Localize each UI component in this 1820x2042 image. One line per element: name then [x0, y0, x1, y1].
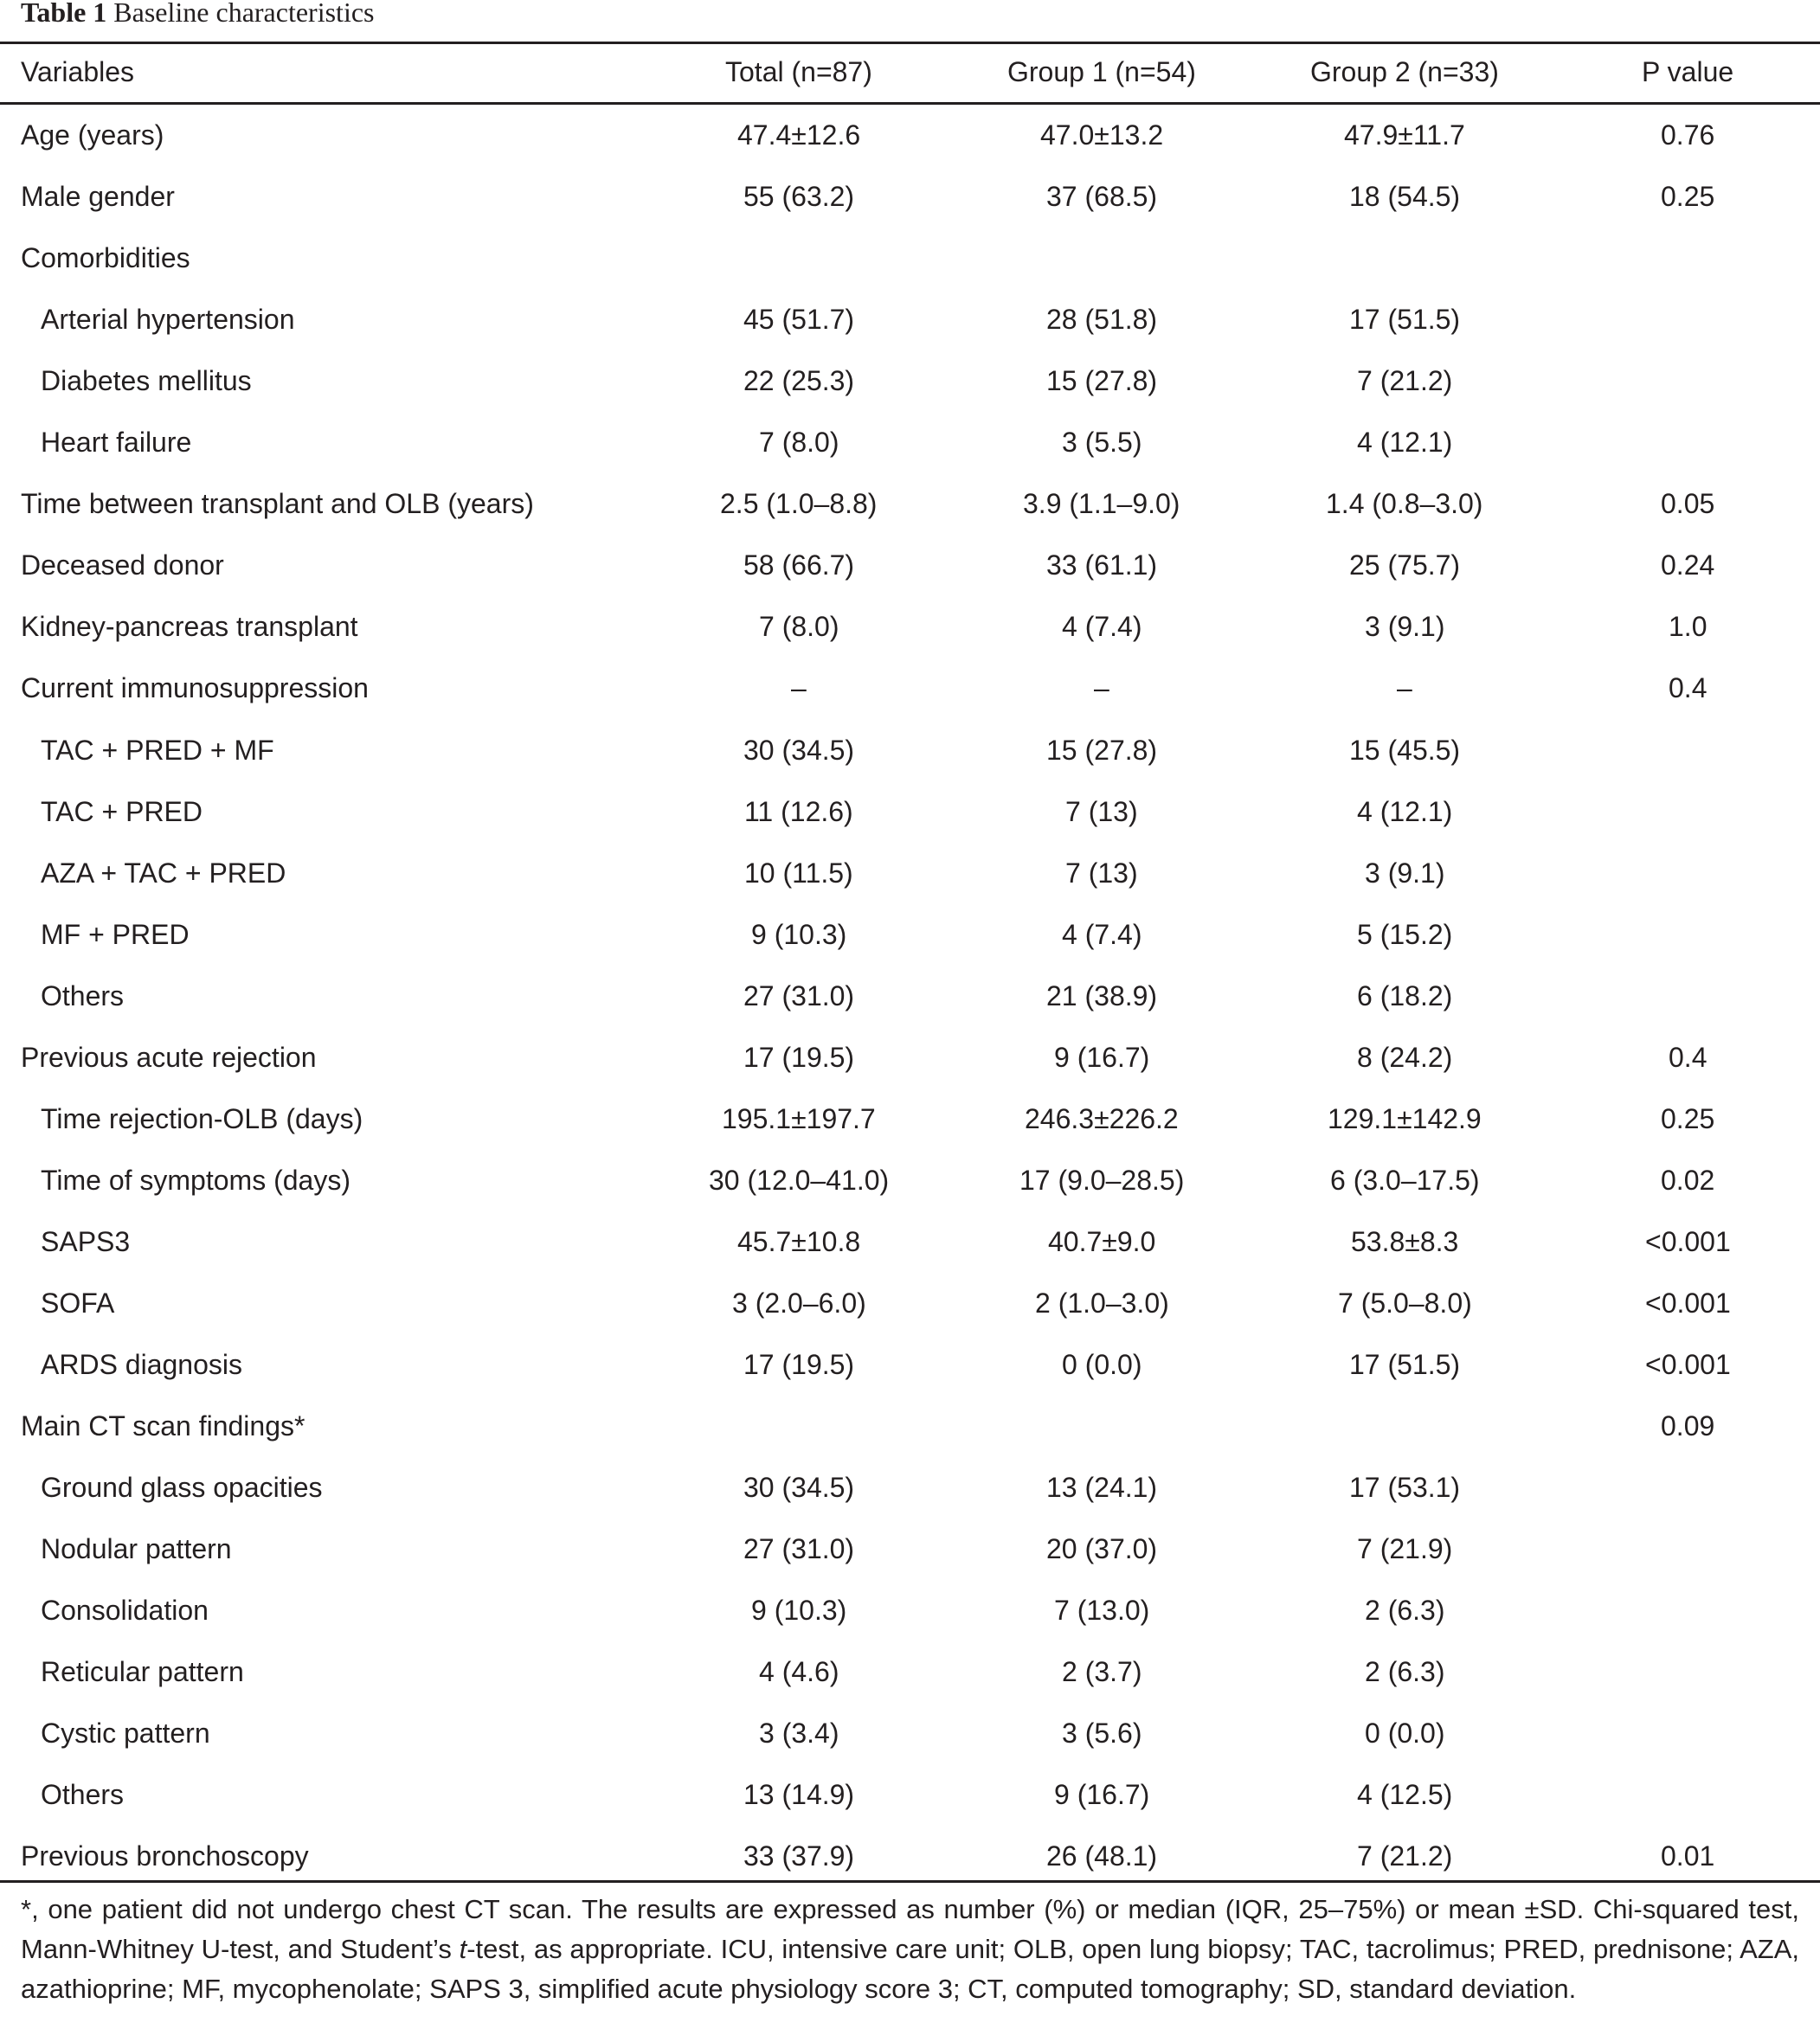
table-row: [0, 1641, 1820, 1703]
table-row: [0, 596, 1820, 658]
cell-group1: 2 (1.0–3.0): [1035, 1287, 1169, 1319]
table-title: Baseline characteristics: [113, 0, 375, 28]
cell-group2: 8 (24.2): [1357, 1042, 1453, 1073]
row-label: Previous acute rejection: [21, 1042, 317, 1073]
row-label: AZA + TAC + PRED: [41, 857, 286, 889]
cell-group1: 9 (16.7): [1054, 1779, 1150, 1810]
cell-p-value: 0.4: [1669, 672, 1707, 703]
table-row: [0, 1027, 1820, 1088]
cell-group2: 18 (54.5): [1349, 181, 1461, 212]
cell-total: 27 (31.0): [743, 980, 855, 1011]
row-label: Cystic pattern: [41, 1718, 210, 1749]
cell-group2: 4 (12.5): [1357, 1779, 1453, 1810]
header-variables: Variables: [21, 56, 135, 87]
cell-group2: 4 (12.1): [1357, 427, 1453, 458]
header-group1: Group 1 (n=54): [1007, 56, 1196, 87]
cell-p-value: <0.001: [1645, 1226, 1731, 1257]
row-label: Main CT scan findings*: [21, 1410, 305, 1442]
header-group2: Group 2 (n=33): [1310, 56, 1499, 87]
cell-p-value: <0.001: [1645, 1287, 1731, 1319]
row-label: TAC + PRED: [41, 796, 203, 827]
cell-total: 11 (12.6): [744, 796, 853, 827]
row-label: Heart failure: [41, 427, 192, 458]
row-label: Time between transplant and OLB (years): [21, 488, 534, 519]
table-row: [0, 473, 1820, 535]
cell-group1: 7 (13): [1065, 796, 1138, 827]
table-row: [0, 1088, 1820, 1150]
cell-group1: 246.3±226.2: [1025, 1103, 1179, 1134]
table-row: [0, 1396, 1820, 1457]
table-row: [0, 904, 1820, 966]
cell-total: 47.4±12.6: [737, 119, 861, 151]
cell-group1: 3 (5.5): [1062, 427, 1142, 458]
cell-group2: 6 (3.0–17.5): [1330, 1165, 1480, 1196]
cell-group2: 17 (51.5): [1349, 304, 1461, 335]
cell-p-value: 1.0: [1669, 611, 1707, 642]
cell-group1: 21 (38.9): [1046, 980, 1158, 1011]
cell-group1: 15 (27.8): [1046, 365, 1158, 396]
table-row: [0, 1457, 1820, 1519]
table-footnote: [21, 1890, 1799, 2009]
cell-group2: 7 (21.9): [1357, 1533, 1453, 1564]
cell-p-value: 0.76: [1661, 119, 1715, 151]
row-label: Deceased donor: [21, 549, 224, 581]
cell-total: 195.1±197.7: [722, 1103, 876, 1134]
cell-group1: 15 (27.8): [1046, 735, 1158, 766]
row-label: ARDS diagnosis: [41, 1349, 242, 1380]
row-label: Current immunosuppression: [21, 672, 369, 703]
cell-group1: 40.7±9.0: [1048, 1226, 1156, 1257]
table-row: [0, 166, 1820, 228]
cell-total: 2.5 (1.0–8.8): [720, 488, 878, 519]
cell-group1: 3 (5.6): [1062, 1718, 1142, 1749]
table-row: [0, 720, 1820, 781]
row-label: Nodular pattern: [41, 1533, 232, 1564]
cell-group1: 4 (7.4): [1062, 611, 1142, 642]
table-row: [0, 1580, 1820, 1641]
row-label: Ground glass opacities: [41, 1472, 323, 1503]
cell-total: 30 (34.5): [743, 1472, 855, 1503]
cell-group1: 33 (61.1): [1046, 549, 1158, 581]
cell-group2: 5 (15.2): [1357, 919, 1453, 950]
table-label: Table 1: [21, 0, 107, 28]
table-row: [0, 1519, 1820, 1580]
row-label: MF + PRED: [41, 919, 190, 950]
cell-group2: 6 (18.2): [1357, 980, 1453, 1011]
footnote-text-start: *, one patient did not undergo chest CT scan. The results are expressed as number (%) or median (IQR, 25–75%) or mean ±SD. Chi-squared test, Mann-Whitney U-test, and Student’s: [21, 1894, 1799, 1964]
cell-group1: 7 (13): [1065, 857, 1138, 889]
row-label: Arterial hypertension: [41, 304, 295, 335]
cell-group1: 47.0±13.2: [1040, 119, 1164, 151]
cell-group1: –: [1094, 672, 1109, 703]
row-label: Kidney-pancreas transplant: [21, 611, 358, 642]
table-row: [0, 1273, 1820, 1334]
cell-total: 55 (63.2): [743, 181, 855, 212]
table-row: [0, 350, 1820, 412]
cell-total: 10 (11.5): [744, 857, 853, 889]
cell-group2: 47.9±11.7: [1344, 119, 1465, 151]
cell-group1: 4 (7.4): [1062, 919, 1142, 950]
cell-group2: –: [1397, 672, 1412, 703]
cell-group1: 0 (0.0): [1062, 1349, 1142, 1380]
table-row: [0, 289, 1820, 350]
cell-group2: 17 (51.5): [1349, 1349, 1461, 1380]
row-label: Diabetes mellitus: [41, 365, 252, 396]
cell-group2: 4 (12.1): [1357, 796, 1453, 827]
cell-total: –: [791, 672, 807, 703]
cell-p-value: 0.05: [1661, 488, 1715, 519]
cell-p-value: 0.25: [1661, 181, 1715, 212]
row-label: Male gender: [21, 181, 175, 212]
table-row: [0, 966, 1820, 1027]
cell-total: 9 (10.3): [751, 1595, 847, 1626]
table-row: [0, 535, 1820, 596]
cell-group2: 3 (9.1): [1365, 857, 1445, 889]
cell-group2: 25 (75.7): [1349, 549, 1461, 581]
cell-group2: 7 (21.2): [1357, 1840, 1453, 1872]
cell-total: 30 (12.0–41.0): [709, 1165, 890, 1196]
table-row: [0, 658, 1820, 719]
cell-total: 9 (10.3): [751, 919, 847, 950]
table-caption: [21, 0, 374, 29]
row-label: Reticular pattern: [41, 1656, 244, 1687]
cell-group1: 26 (48.1): [1046, 1840, 1158, 1872]
cell-group2: 15 (45.5): [1349, 735, 1461, 766]
table-row: [0, 843, 1820, 904]
row-label: Previous bronchoscopy: [21, 1840, 309, 1872]
row-label: Others: [41, 980, 125, 1011]
cell-group2: 129.1±142.9: [1328, 1103, 1482, 1134]
table-row: [0, 105, 1820, 166]
cell-total: 30 (34.5): [743, 735, 855, 766]
row-label: Time of symptoms (days): [41, 1165, 350, 1196]
cell-group1: 28 (51.8): [1046, 304, 1158, 335]
cell-total: 58 (66.7): [743, 549, 855, 581]
cell-group2: 0 (0.0): [1365, 1718, 1445, 1749]
cell-group1: 7 (13.0): [1054, 1595, 1150, 1626]
row-label: SOFA: [41, 1287, 115, 1319]
cell-total: 45 (51.7): [743, 304, 855, 335]
cell-group2: 3 (9.1): [1365, 611, 1445, 642]
table-row: [0, 1211, 1820, 1273]
table-row: [0, 1150, 1820, 1211]
row-label: Time rejection-OLB (days): [41, 1103, 363, 1134]
cell-total: 33 (37.9): [743, 1840, 855, 1872]
cell-group2: 1.4 (0.8–3.0): [1326, 488, 1483, 519]
cell-p-value: 0.4: [1669, 1042, 1707, 1073]
header-total: Total (n=87): [725, 56, 872, 87]
table-row: [0, 1764, 1820, 1826]
cell-total: 3 (2.0–6.0): [732, 1287, 866, 1319]
header-row: [0, 42, 1820, 103]
footnote-text-end: -test, as appropriate. ICU, intensive care unit; OLB, open lung biopsy; TAC, tacrolimus; PRED, prednisone; AZA, azathioprine; MF, mycophenolate; SAPS 3, simplified acute physiology score 3; CT, computed tomography; SD, standard deviation.: [21, 1934, 1799, 2004]
cell-group1: 20 (37.0): [1046, 1533, 1158, 1564]
bottom-rule: [0, 1880, 1820, 1883]
cell-total: 4 (4.6): [759, 1656, 839, 1687]
cell-total: 17 (19.5): [743, 1042, 855, 1073]
cell-total: 45.7±10.8: [737, 1226, 861, 1257]
cell-total: 3 (3.4): [759, 1718, 839, 1749]
cell-group1: 13 (24.1): [1046, 1472, 1158, 1503]
table-row: [0, 228, 1820, 289]
table-row: [0, 1826, 1820, 1887]
cell-group1: 2 (3.7): [1062, 1656, 1142, 1687]
cell-p-value: 0.02: [1661, 1165, 1715, 1196]
cell-total: 17 (19.5): [743, 1349, 855, 1380]
cell-group1: 3.9 (1.1–9.0): [1023, 488, 1180, 519]
cell-group2: 17 (53.1): [1349, 1472, 1461, 1503]
row-label: Others: [41, 1779, 125, 1810]
row-label: Consolidation: [41, 1595, 209, 1626]
cell-group2: 53.8±8.3: [1351, 1226, 1459, 1257]
cell-total: 27 (31.0): [743, 1533, 855, 1564]
table-row: [0, 412, 1820, 473]
cell-total: 13 (14.9): [743, 1779, 855, 1810]
cell-group2: 7 (21.2): [1357, 365, 1453, 396]
table-row: [0, 781, 1820, 843]
row-label: Comorbidities: [21, 242, 190, 273]
cell-total: 7 (8.0): [759, 427, 839, 458]
cell-p-value: 0.25: [1661, 1103, 1715, 1134]
cell-total: 22 (25.3): [743, 365, 855, 396]
cell-p-value: <0.001: [1645, 1349, 1731, 1380]
cell-group1: 9 (16.7): [1054, 1042, 1150, 1073]
cell-group2: 7 (5.0–8.0): [1338, 1287, 1472, 1319]
row-label: TAC + PRED + MF: [41, 735, 274, 766]
cell-total: 7 (8.0): [759, 611, 839, 642]
cell-p-value: 0.09: [1661, 1410, 1715, 1442]
table-row: [0, 1703, 1820, 1764]
header-p-value: P value: [1642, 56, 1734, 87]
cell-p-value: 0.24: [1661, 549, 1715, 581]
cell-group2: 2 (6.3): [1365, 1656, 1445, 1687]
cell-group1: 37 (68.5): [1046, 181, 1158, 212]
cell-group1: 17 (9.0–28.5): [1019, 1165, 1185, 1196]
row-label: Age (years): [21, 119, 164, 151]
row-label: SAPS3: [41, 1226, 131, 1257]
table-row: [0, 1334, 1820, 1396]
cell-group2: 2 (6.3): [1365, 1595, 1445, 1626]
footnote-italic-t: t: [459, 1934, 467, 1964]
cell-p-value: 0.01: [1661, 1840, 1715, 1872]
